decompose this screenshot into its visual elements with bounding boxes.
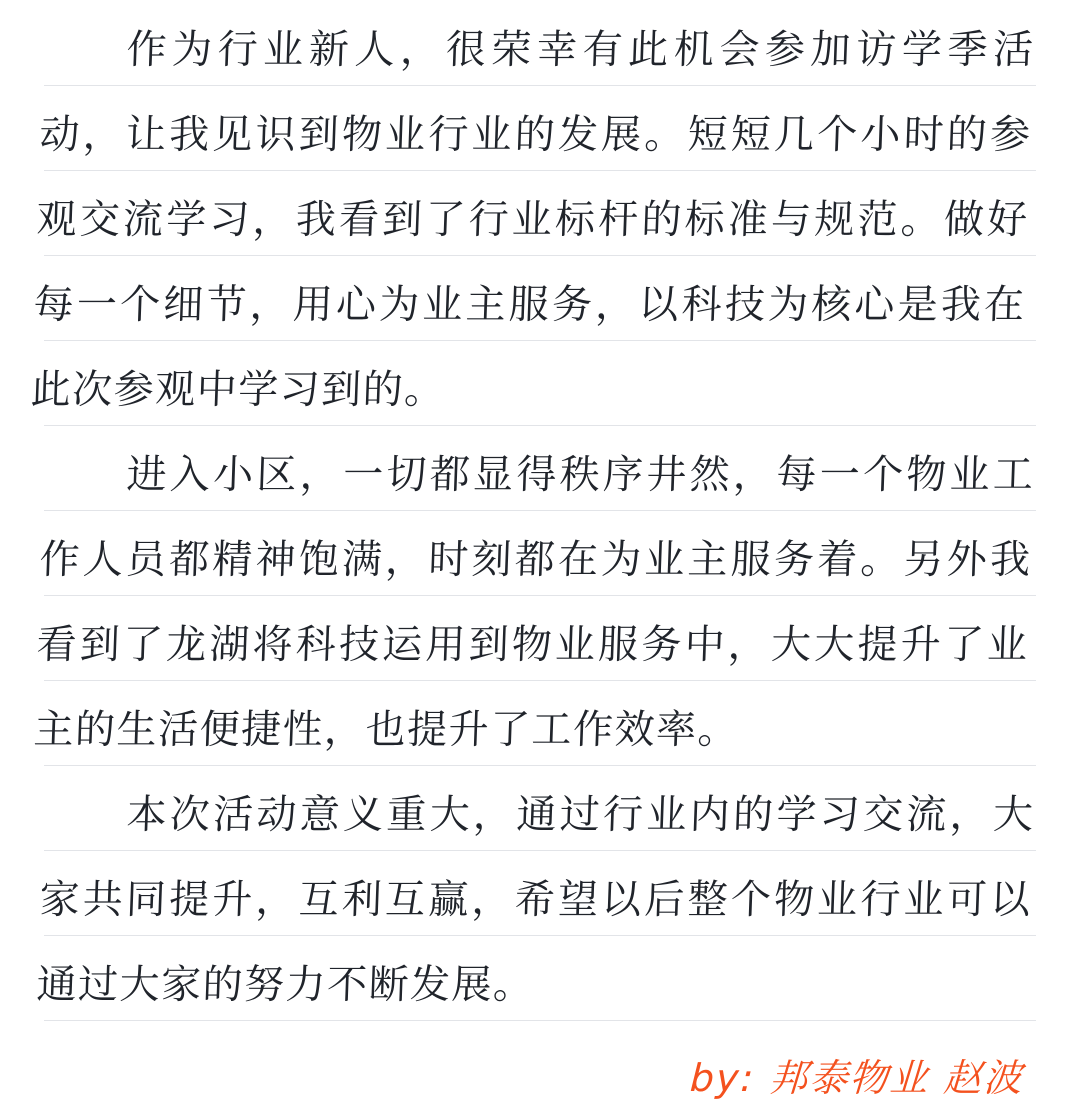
note-body (29, 0, 1036, 1028)
paragraph-1: 作为行业新人，很荣幸有此机会参加访学季活动，让我见识到物业行业的发展。短短几个小时的参观交流学习，我看到了行业标杆的标准与规范。做好每一个细节，用心为业主服务，以科技为核心是我在此次参观中学习到的。 (29, 27, 1036, 413)
signature: by: 邦泰物业 赵波 (689, 1056, 1026, 1100)
signature-row (44, 1036, 1036, 1120)
paragraph-2: 进入小区，一切都显得秩序井然，每一个物业工作人员都精神饱满，时刻都在为业主服务着。另外我看到了龙湖将科技运用到物业服务中，大大提升了业主的生活便捷性，也提升了工作效率。 (32, 452, 1036, 753)
paragraph-3: 本次活动意义重大，通过行业内的学习交流，大家共同提升，互利互赢，希望以后整个物业行业可以通过大家的努力不断发展。 (35, 792, 1036, 1008)
